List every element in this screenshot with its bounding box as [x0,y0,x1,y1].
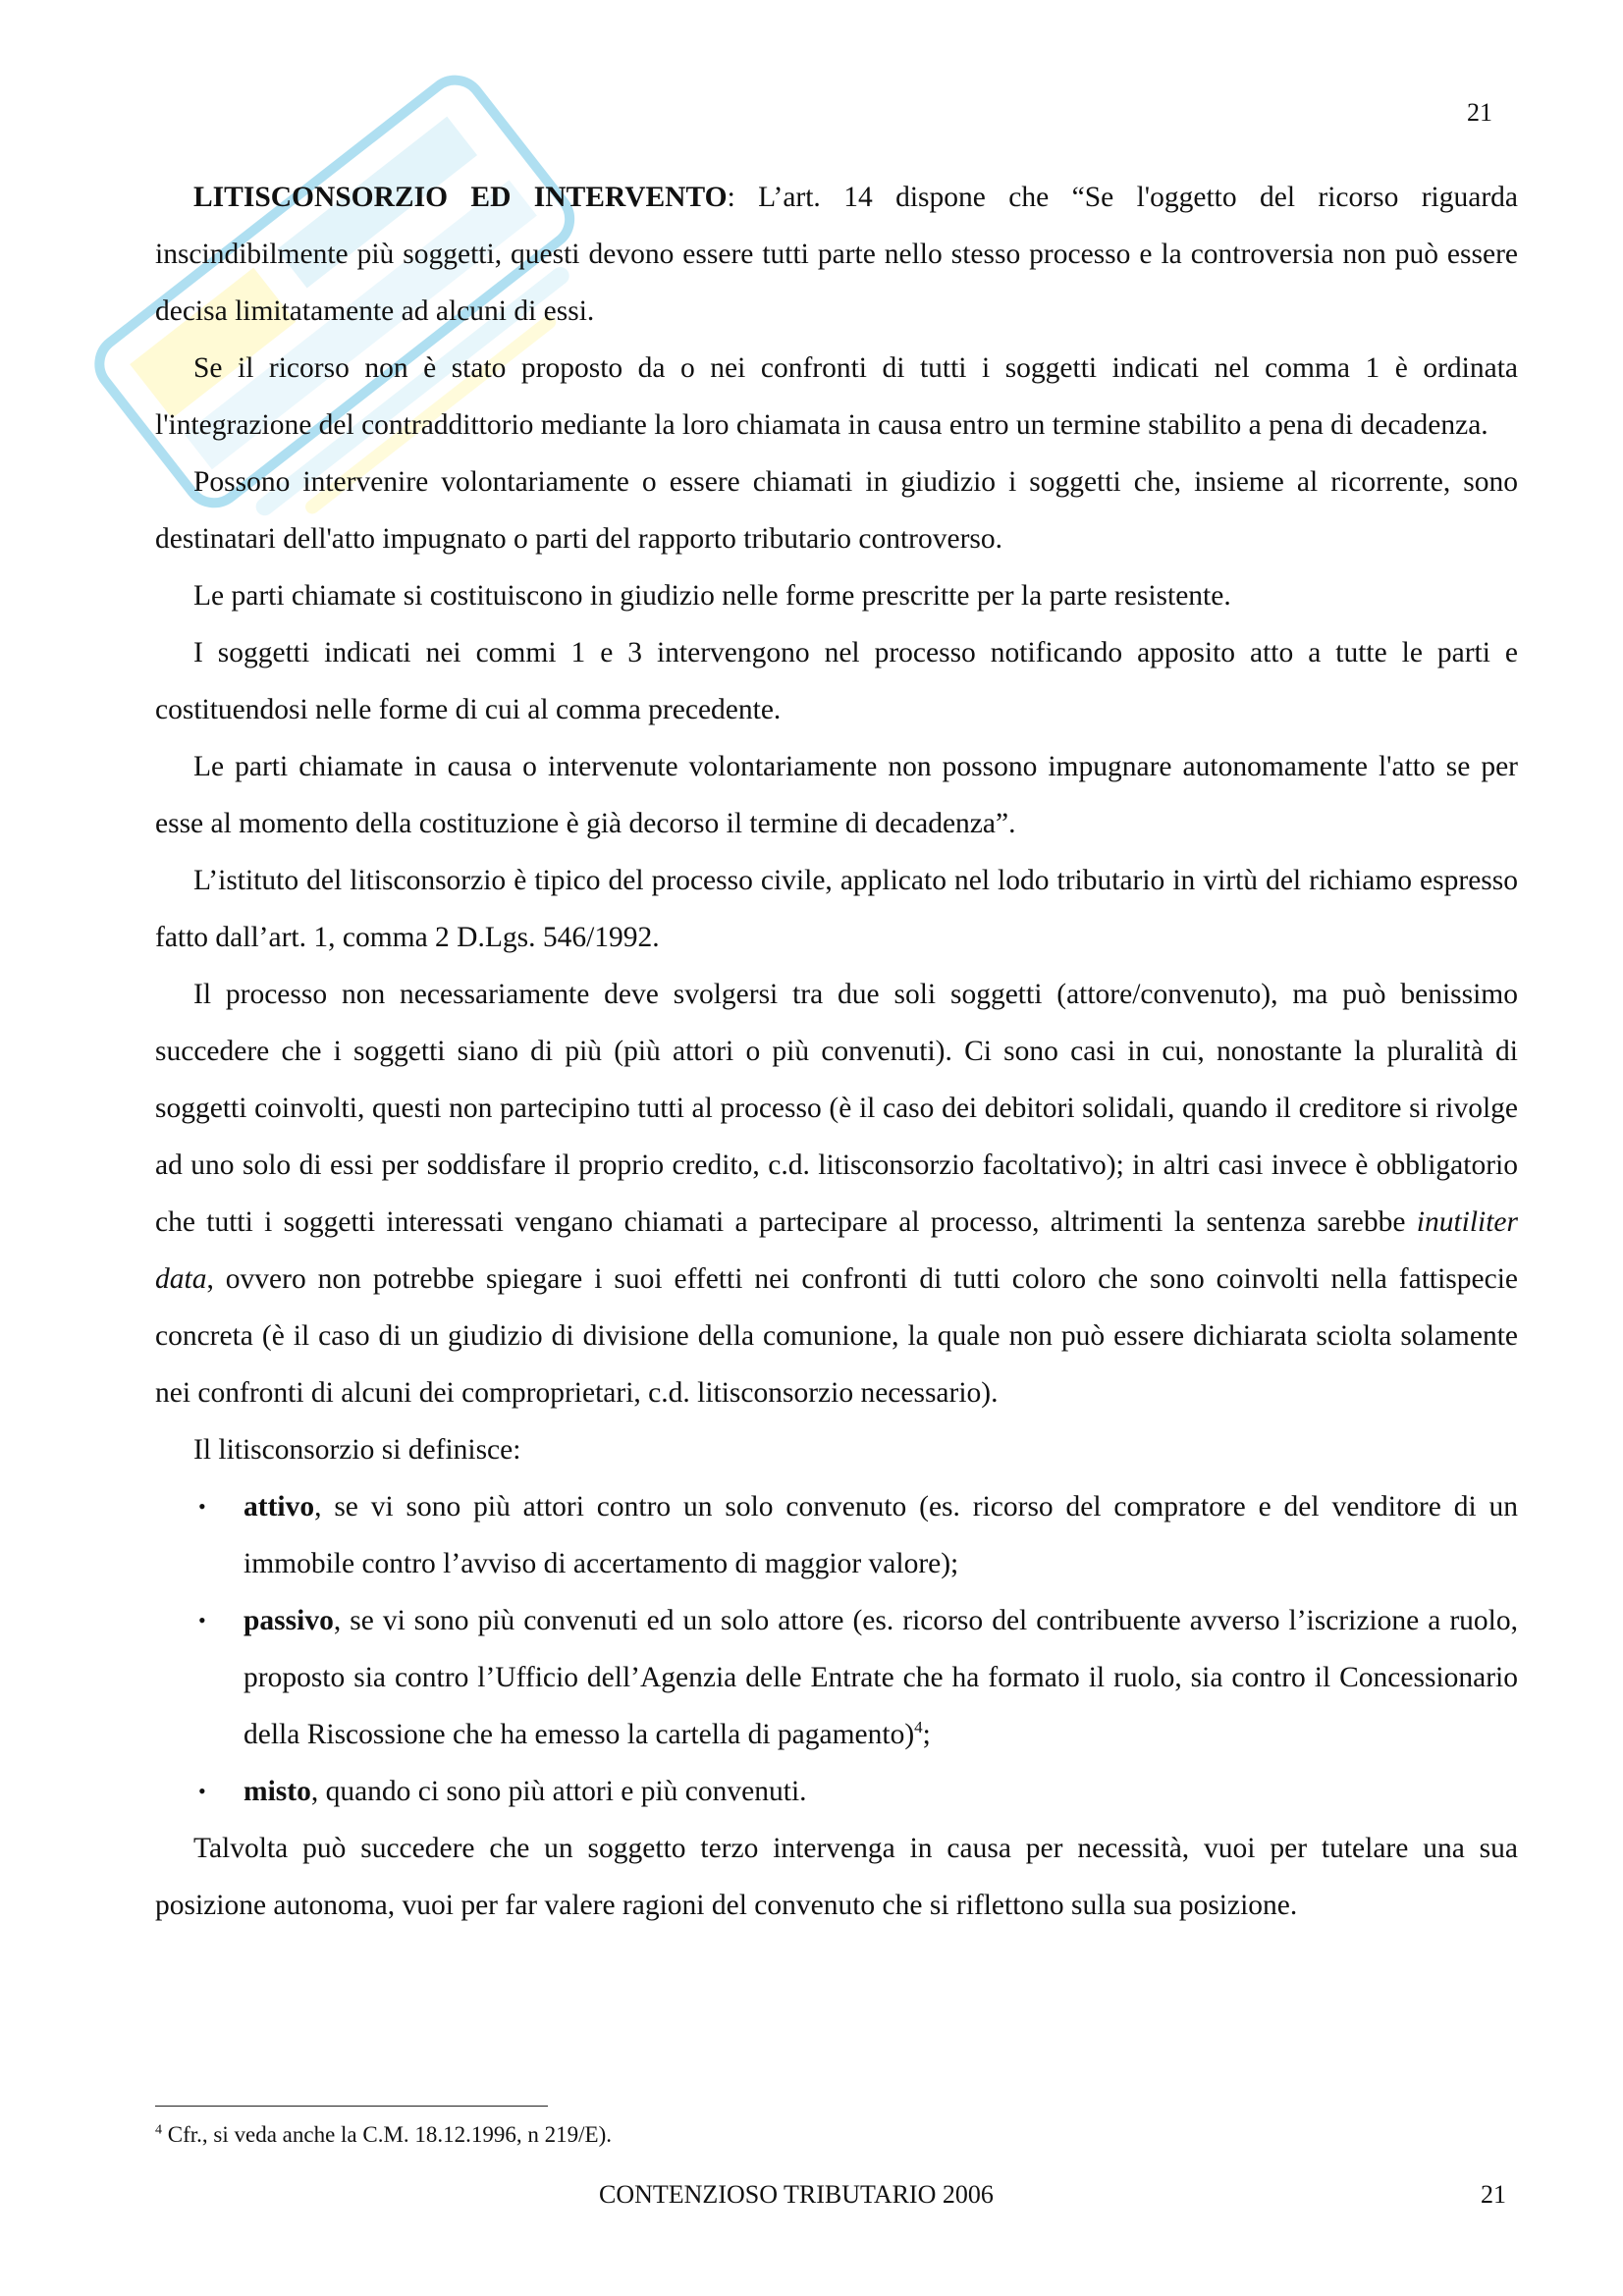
bullet-icon: • [198,1779,206,1803]
list-item-text: , se vi sono più attori contro un solo convenuto (es. ricorso del compratore e del venditore di un immobile contro l’avviso di accertamento di maggior valore); [243,1491,1518,1579]
list-item-term: passivo [243,1605,334,1636]
paragraph-8-text-b: , ovvero non potrebbe spiegare i suoi effetti nei confronti di tutti coloro che sono coinvolti nella fattispecie concreta (è il caso di un giudizio di divisione della comunione, la quale non può essere dichiarata sciolta solamente nei confronti di alcuni dei comproprietari, c.d. litisconsorzio necessario). [155,1263,1518,1409]
list-item [155,1763,1518,1820]
footnote-reference: 4 [914,1718,923,1737]
paragraph-9: Il litisconsorzio si definisce: [193,1434,521,1466]
paragraph-2: Se il ricorso non è stato proposto da o nei confronti di tutti i soggetti indicati nel comma 1 è ordinata l'integrazione del contraddittorio mediante la loro chiamata in causa entro un termine stabilito a pena di decadenza. [155,352,1518,441]
paragraph-6: Le parti chiamate in causa o intervenute volontariamente non possono impugnare autonomamente l'atto se per esse al momento della costituzione è già decorso il termine di decadenza”. [155,751,1518,839]
paragraph-8-text-a: Il processo non necessariamente deve svolgersi tra due soli soggetti (attore/convenuto), ma può benissimo succedere che i soggetti siano di più (più attori o più convenuti). Ci sono casi in cui, nonostante la pluralità di soggetti coinvolti, questi non partecipino tutti al processo (è il caso dei debitori solidali, quando il creditore si rivolge ad uno solo di essi per soddisfare il proprio credito, c.d. litisconsorzio facoltativo); in altri casi invece è obbligatorio che tutti i soggetti interessati vengano chiamati a partecipare al processo, altrimenti la sentenza sarebbe [155,979,1518,1238]
list-item [155,1478,1518,1592]
section-heading: LITISCONSORZIO ED INTERVENTO [193,182,728,213]
bullet-icon: • [198,1608,206,1632]
paragraph-8 [155,966,1518,1421]
footnote [155,2120,1137,2150]
paragraph-1-text: : L’art. 14 dispone che “Se l'oggetto del ricorso riguarda inscindibilmente più soggetti, questi devono essere tutti parte nello stesso processo e la controversia non può essere decisa limitatamente ad alcuni di essi. [155,182,1519,327]
paragraph-5: I soggetti indicati nei commi 1 e 3 intervengono nel processo notificando apposito atto a tutte le parti e costituendosi nelle forme di cui al comma precedente. [155,637,1518,725]
paragraph-1 [155,169,1518,340]
paragraph-3: Possono intervenire volontariamente o essere chiamati in giudizio i soggetti che, insieme al ricorrente, sono destinatari dell'atto impugnato o parti del rapporto tributario controverso. [155,466,1518,555]
bullet-icon: • [198,1494,206,1519]
paragraph-4: Le parti chiamate si costituiscono in giudizio nelle forme prescritte per la parte resistente. [193,580,1231,612]
paragraph-7: L’istituto del litisconsorzio è tipico del processo civile, applicato nel lodo tributario in virtù del richiamo espresso fatto dall’art. 1, comma 2 D.Lgs. 546/1992. [155,865,1518,953]
list-item-text: , se vi sono più convenuti ed un solo attore (es. ricorso del contribuente avverso l’iscrizione a ruolo, proposto sia contro l’Ufficio dell’Agenzia delle Entrate che ha formato il ruolo, sia contro il Concessionario della Riscossione che ha emesso la cartella di pagamento) [243,1605,1518,1750]
list-item-term: misto [243,1776,311,1807]
footer-title: CONTENZIOSO TRIBUTARIO 2006 [599,2180,994,2209]
list-item-tail: ; [922,1719,931,1750]
paragraph-10: Talvolta può succedere che un soggetto terzo intervenga in causa per necessità, vuoi per tutelare una sua posizione autonoma, vuoi per far valere ragioni del convenuto che si riflettono sulla sua posizione. [155,1833,1518,1921]
list-item-text: , quando ci sono più attori e più convenuti. [310,1776,807,1807]
footer-page-number: 21 [1481,2180,1506,2209]
paragraph-8-italic: inutiliter data [155,1206,1518,1295]
page-number-top: 21 [1467,98,1492,127]
document-body [155,169,1518,1934]
footnote-text: Cfr., si veda anche la C.M. 18.12.1996, n 219/E). [162,2122,613,2147]
list-item-term: attivo [243,1491,315,1522]
definition-list [155,1478,1518,1820]
list-item [155,1592,1518,1763]
footnote-number: 4 [155,2122,162,2138]
footnote-divider [155,2106,548,2107]
